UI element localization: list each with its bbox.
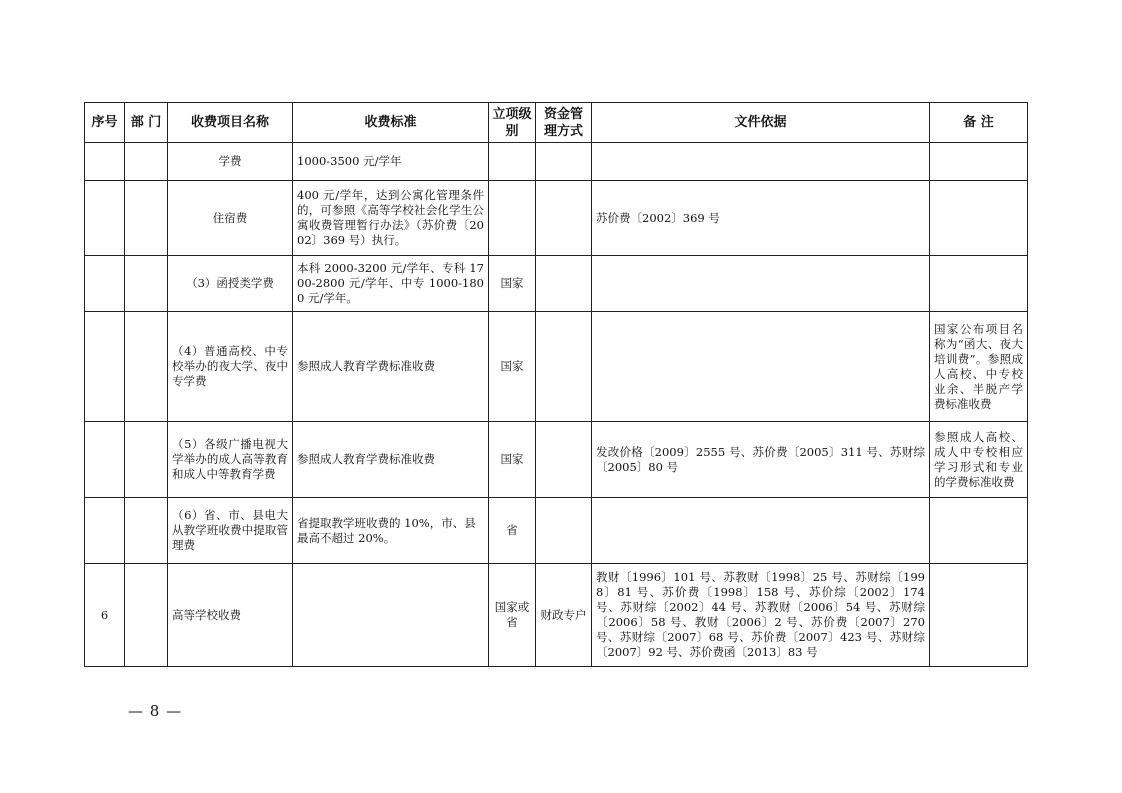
table-row [85,256,1028,312]
cell-no [85,143,125,181]
cell-dept [125,422,168,498]
cell-item-name: 学费 [168,143,293,181]
header-document-basis: 文件依据 [592,103,930,143]
cell-dept [125,498,168,564]
table-row [85,498,1028,564]
cell-fund [536,498,592,564]
cell-no [85,422,125,498]
table-row [85,143,1028,181]
cell-fund [536,143,592,181]
cell-level: 国家 [489,422,536,498]
cell-standard: 1000-3500 元/学年 [293,143,489,181]
header-dept: 部 门 [125,103,168,143]
cell-basis: 苏价费〔2002〕369 号 [592,181,930,256]
page-number: — 8 — [128,702,183,720]
cell-note [930,181,1028,256]
fee-table [84,102,1028,667]
cell-dept [125,564,168,667]
cell-no [85,312,125,422]
cell-dept [125,181,168,256]
cell-no [85,181,125,256]
cell-no [85,498,125,564]
cell-basis [592,143,930,181]
table-row [85,312,1028,422]
cell-basis [592,312,930,422]
table-row [85,422,1028,498]
cell-fund [536,181,592,256]
header-standard: 收费标准 [293,103,489,143]
cell-note [930,564,1028,667]
cell-level: 国家 [489,312,536,422]
cell-no [85,256,125,312]
cell-basis: 教财〔1996〕101 号、苏教财〔1998〕25 号、苏财综〔1998〕81 号、苏价费〔1998〕158 号、苏价综〔2002〕174 号、苏财综〔2002〕44 号、苏教财〔2006〕54 号、苏财综〔2006〕58 号、教财〔2006〕2 号、苏价费〔2007〕270 号、苏财综〔2007〕68 号、苏价费〔2007〕423 号、苏财综〔2007〕92 号、苏价费函〔2013〕83 号 [592,564,930,667]
cell-item-name: （6）省、市、县电大从教学班收费中提取管理费 [168,498,293,564]
cell-level: 国家 [489,256,536,312]
cell-item-name: （5）各级广播电视大学举办的成人高等教育和成人中等教育学费 [168,422,293,498]
cell-note [930,143,1028,181]
cell-item-name: （4）普通高校、中专校举办的夜大学、夜中专学费 [168,312,293,422]
header-item-name: 收费项目名称 [168,103,293,143]
cell-fund [536,422,592,498]
cell-level [489,143,536,181]
cell-dept [125,312,168,422]
cell-level: 国家或省 [489,564,536,667]
cell-standard: 400 元/学年，达到公寓化管理条件的，可参照《高等学校社会化学生公寓收费管理暂行办法》（苏价费〔2002〕369 号）执行。 [293,181,489,256]
table-row [85,181,1028,256]
cell-note: 国家公布项目名称为“函大、夜大培训费”。参照成人高校、中专校业余、半脱产学费标准收费 [930,312,1028,422]
cell-dept [125,256,168,312]
cell-note [930,498,1028,564]
cell-standard [293,564,489,667]
cell-fund [536,256,592,312]
cell-fund [536,312,592,422]
cell-basis [592,256,930,312]
header-note: 备 注 [930,103,1028,143]
cell-item-name: （3）函授类学费 [168,256,293,312]
cell-basis: 发改价格〔2009〕2555 号、苏价费〔2005〕311 号、苏财综〔2005〕80 号 [592,422,930,498]
cell-dept [125,143,168,181]
cell-standard: 本科 2000-3200 元/学年、专科 1700-2800 元/学年、中专 1000-1800 元/学年。 [293,256,489,312]
cell-fund: 财政专户 [536,564,592,667]
cell-note [930,256,1028,312]
cell-standard: 省提取教学班收费的 10%，市、县最高不超过 20%。 [293,498,489,564]
header-no: 序号 [85,103,125,143]
cell-standard: 参照成人教育学费标准收费 [293,422,489,498]
cell-basis [592,498,930,564]
cell-level [489,181,536,256]
cell-standard: 参照成人教育学费标准收费 [293,312,489,422]
header-level: 立项级别 [489,103,536,143]
cell-no: 6 [85,564,125,667]
cell-item-name: 住宿费 [168,181,293,256]
header-fund-management: 资金管理方式 [536,103,592,143]
cell-note: 参照成人高校、成人中专校相应学习形式和专业的学费标准收费 [930,422,1028,498]
table-row [85,564,1028,667]
cell-level: 省 [489,498,536,564]
cell-item-name: 高等学校收费 [168,564,293,667]
table-header-row [85,103,1028,143]
